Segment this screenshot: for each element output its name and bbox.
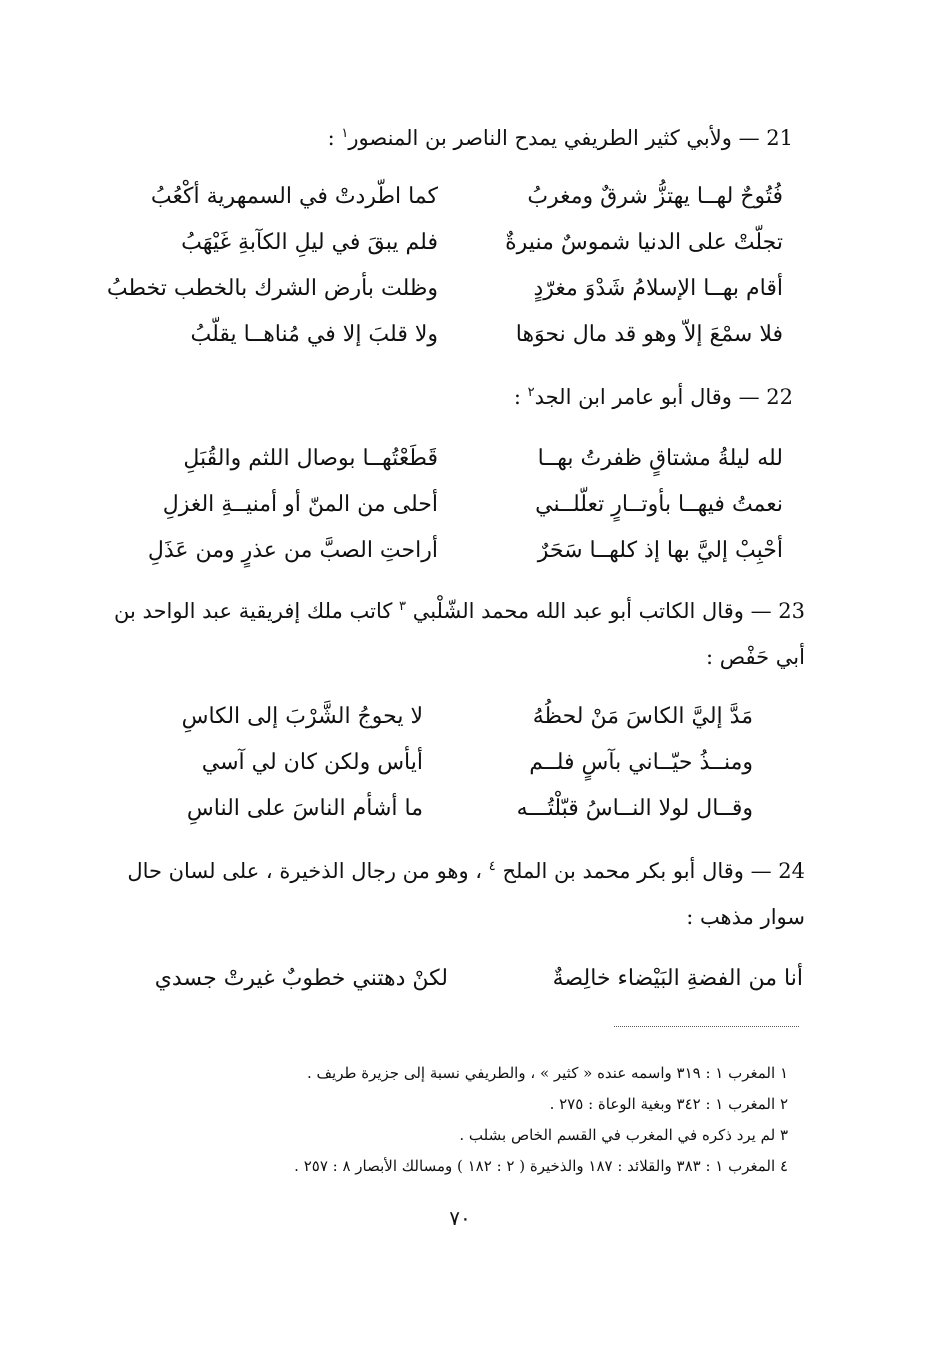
verse-line [113,694,753,740]
footnote-item: ٣ لم يرد ذكره في المغرب في القسم الخاص بشلب . [459,1126,788,1144]
verse-first-hemistich: نعمتُ فيهــا بأوتــارٍ تعلّلــني [535,492,783,517]
entry-24-heading [105,848,805,940]
verse-first-hemistich: أحْبِبْ إليَّ بها إذ كلهــا سَحَرٌ [537,538,783,563]
verse-first-hemistich: مَدَّ إليَّ الكاسَ مَنْ لحظُهُ [532,704,753,729]
footnote-item: ١ المغرب ١ : ٣١٩ واسمه عنده « كثير » ، والطريفي نسبة إلى جزيرة طريف . [306,1064,788,1082]
entry-colon: : [327,126,335,150]
verse-first-hemistich: أقام بهــا الإسلامُ شَدْوَ مغرّدٍ [533,276,783,301]
page-number: ٧٠ [449,1206,471,1230]
footnotes [88,1058,788,1182]
verse-second-hemistich: قَطَعْتُهــا بوصال اللثم والقُبَلِ [183,446,438,471]
verse-line [113,740,753,786]
footnote-ref: ٢ [527,385,535,400]
entry-number: 23 [778,599,805,623]
entry-intro-rest: ، وهو من رجال الذخيرة ، على لسان حال سوار مذهب : [127,859,805,929]
entry-colon: : [513,385,521,409]
verse-line [106,266,783,312]
verse-second-hemistich: فلم يبقَ في ليلِ الكآبةِ غَيْهَبُ [181,230,438,255]
verse-line [113,786,753,832]
entry-number: 21 [766,126,793,150]
entry-intro: — وقال الكاتب أبو عبد الله محمد الشّلْبي [412,599,772,623]
verse-first-hemistich: فُتُوحٌ لهــا يهتزُّ شرقٌ ومغربُ [527,184,783,209]
entry-intro: — وقال أبو عامر ابن الجد [534,385,760,409]
verse-line [113,482,783,528]
verse-second-hemistich: كما اطّردتْ في السمهرية أكْعُبُ [150,184,438,209]
footnote-separator [614,1026,799,1027]
entry-intro: — ولأبي كثير الطريفي يمدح الناصر بن المنصور [348,126,760,150]
footnote-item: ٤ المغرب ١ : ٣٨٣ والقلائد : ١٨٧ والذخيرة ( ٢ : ١٨٢ ) ومسالك الأبصار ٨ : ٢٥٧ . [294,1157,788,1175]
verse-second-hemistich: لكنْ دهتني خطوبٌ غيرتْ جسدي [154,966,448,991]
footnote-ref: ٤ [488,859,496,874]
verse-second-hemistich: أراحتِ الصبَّ من عذرٍ ومن عَذَلِ [147,538,438,563]
verse-first-hemistich: تجلّتْ على الدنيا شموسٌ منيرةٌ [505,230,783,255]
verse-second-hemistich: أحلى من المنّ أو أمنيــةِ الغزلِ [162,492,438,517]
verse-line [113,528,783,574]
verse-first-hemistich: فلا سمْعَ إلاّ وهو قد مال نحوَها [515,322,783,347]
verse-line [113,174,783,220]
entry-22-heading [93,382,793,412]
verse-second-hemistich: ولا قلبَ إلا في مُناهــا يقلّبُ [190,322,438,347]
entry-intro: — وقال أبو بكر محمد بن الملح [502,859,772,883]
verse-second-hemistich: أيأس ولكن كان لي آسي [201,750,423,775]
footnote-ref: ٣ [399,599,407,614]
verse-line [113,436,783,482]
verse-line [113,312,783,358]
entry-21-heading [93,123,793,153]
entry-23-heading [105,588,805,680]
entry-number: 24 [778,859,805,883]
verse-line [113,956,803,1002]
verse-first-hemistich: ومنــذُ حيّــاني بآسٍ فلــم [529,750,753,775]
footnote-item: ٢ المغرب ١ : ٣٤٢ وبغية الوعاة : ٢٧٥ . [549,1095,788,1113]
verse-second-hemistich: لا يحوجُ الشَّرْبَ إلى الكاسِ [181,704,423,729]
footnote-ref: ١ [341,126,349,141]
verse-line [113,220,783,266]
entry-intro-rest: كاتب ملك إفريقية عبد الواحد بن أبي حَفْص : [114,599,805,669]
entry-number: 22 [766,385,793,409]
verse-second-hemistich: وظلت بأرض الشرك بالخطب تخطبُ [106,276,438,301]
verse-first-hemistich: أنا من الفضةِ البَيْضاء خالِصةٌ [552,966,803,991]
verse-first-hemistich: لله ليلةُ مشتاقٍ ظفرتُ بهــا [537,446,783,471]
verse-second-hemistich: ما أشأم الناسَ على الناسِ [186,796,423,821]
verse-first-hemistich: وقــال لولا النــاسُ قبّلْتُـــه [516,796,753,821]
